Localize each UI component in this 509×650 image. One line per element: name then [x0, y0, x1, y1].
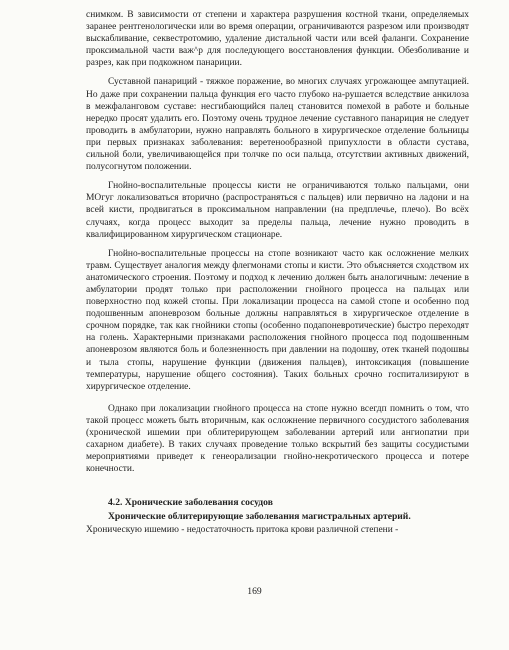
section-title: 4.2. Хронические заболевания сосудов [108, 497, 273, 509]
paragraph-4: Гнойно-воспалительные процессы на стопе возникают часто как осложнение мелких травм. Существует аналогия между флегмонами стопы и кисти. Это объясняется сходством их анатомического строения. Поэтому и подход к лечению должен быть аналогичным: лечение в амбулатории продят только при расположении гнойного процесса на пальцах или поверхностно под кожей стопы. При локализации процесса на самой стопе и особенно под подошвенным апоневрозом больные должны направляться в хирургическое отделение в срочном порядке, так как гнойники стопы (особенно подапоневротические) быстро переходят на голень. Характерными признаками расположения гнойного процесса под подошвенным апоневрозом являются боль и болезненность при давлении на подошву, отек тканей подошвы и тыла стопы, нарушение функции (движения пальцев), интоксикация (повышение температуры, нарушение общего состояния). Таких больных срочно госпитализируют в хирургическое отделение. [86, 248, 469, 392]
paragraph-continued: Хроническую ишемию - недостаточность притока крови различной степени - [86, 525, 399, 536]
subsection-title: Хронические облитерирующие заболевания магистральных артерий. [108, 511, 411, 523]
paragraph-3: Гнойно-воспалительные процессы кисти не ограничиваются только пальцами, они МОгуг локализоваться вторично (распространяться с пальцев) или первично на ладони и на всей кисти, продвигаться в проксимальном направлении (на предплечье, плечо). Во всёх случаях, когда процесс выходит за пределы пальца, лечение нужно проводить в квалифицированном хирургическом стационаре. [86, 181, 469, 240]
paragraph-5: Однако при локализации гнойного процесса на стопе нужно всегдп помнить о том, что такой процесс можеть быть вторичным, как осложнение первичного сосудистого заболевания (хронической ишемии при облитерирующем заболевании артерий или ангиопатии при сахарном диабете). В таких случаях проведение только вскрытий без защиты сосудистыми мероприятиями приведет к генеорализации гнойно-некротического процесса и потере конечности. [86, 403, 469, 475]
page-number: 169 [247, 586, 262, 597]
paragraph-2: Суставной панариций - тяжкое поражение, во многих случаях угрожающее ампутацией. Но даже при сохранении пальца функция его часто глубоко на-рушается вследствие анкилоза в межфаланговом суставе: несгибающийся палец становится помехой в работе и больные нередко просят удалить его. Поэтому очень трудное лечение суставного панариция не следует проводить в амбулатории, нужно направлять больного в хирургическое отделение больницы при первых признаках заболевания: веретенообразной припухлости в области сустава, сильной боли, увеличивающейся при толчке по оси пальца, отсутствии активных движений, полусогнутом положении. [86, 77, 469, 173]
paragraph-1: снимком. В зависимости от степени и характера разрушения костной ткани, определяемых заранее рентгенологически или во время операции, ограничиваются разрезом или производят выскабливание, секвестротомию, удаление дистальной части или всей фаланги. Сохранение проксимальной части важ^р для последующего восстановления функции. Обезболивание и разрез, как при подкожном панариции. [86, 10, 469, 69]
